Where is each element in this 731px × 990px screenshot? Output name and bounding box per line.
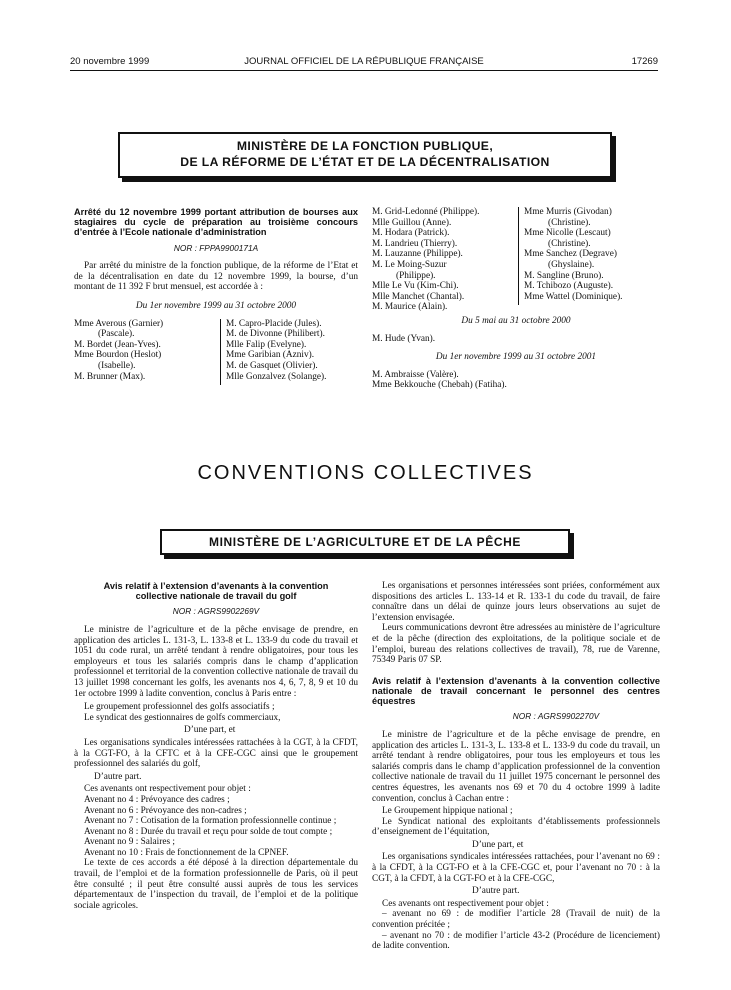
list-item: Mme Bekkouche (Chebah) (Fatiha).: [372, 380, 507, 391]
header-page-number: 17269: [631, 56, 658, 67]
list-item: Avenant no 7 : Cotisation de la formation professionnelle continue ;: [84, 816, 337, 827]
section-title: CONVENTIONS COLLECTIVES: [197, 462, 534, 484]
avis-golf-paragraph: D’une part, et: [184, 725, 236, 736]
avis-equestre-title: Avis relatif à l’extension d’avenants à la convention collective nationale de travail concernant le personnel des centres équestres: [372, 675, 660, 707]
list-item: (Christine).: [548, 217, 591, 228]
list-item: (Christine).: [548, 238, 591, 249]
avis-golf-paragraph: Leurs communications devront être adressées au ministère de l’agriculture et de la pêche (direction des exploitations, de la politique sociale et de l’emploi, bureau des relations collectives de travail), 78, rue de Varenne, 75349 Paris 07 SP.: [372, 623, 660, 666]
avis-equestre-paragraph: Le ministre de l’agriculture et de la pêche envisage de prendre, en application des articles L. 131-3, L. 133-8 et L. 133-9 du code du travail, un arrêté tendant à rendre obligatoires, pour tous les employeurs et tous les salariés compris dans le champ d’application professionnel de la convention collective nationale de travail du 11 juillet 1975 concernant le personnel des centres équestres, les avenants nos 69 et 70 du 4 octobre 1999 à ladite convention, conclus à Cachan entre :: [372, 729, 660, 804]
avis-equestre-paragraph: Le Groupement hippique national ;: [382, 806, 513, 817]
arrete-period-1: Du 1er novembre 1999 au 31 octobre 2000: [135, 300, 297, 311]
list-item: – avenant no 70 : de modifier l’article 43-2 (Procédure de licenciement) de ladite convention.: [372, 930, 660, 952]
list-item: M. Landrieu (Thierry).: [372, 238, 458, 249]
list-item: (Isabelle).: [98, 360, 136, 371]
ministry-title-line1: MINISTÈRE DE LA FONCTION PUBLIQUE,: [236, 139, 494, 153]
list-divider: [220, 319, 221, 385]
list-item: – avenant no 69 : de modifier l’article 28 (Travail de nuit) de la convention précitée ;: [372, 909, 660, 931]
list-divider: [518, 207, 519, 305]
list-item: M. Lauzanne (Philippe).: [372, 249, 463, 260]
avis-equestre-paragraph: D’une part, et: [472, 839, 524, 850]
names-list-right-a: [372, 207, 516, 313]
arrete-title: Arrêté du 12 novembre 1999 portant attribution de bourses aux stagiaires du cycle de préparation au troisième concours d’entrée à l’Ecole nationale d’administration: [74, 207, 358, 238]
list-item: M. Hude (Yvan).: [372, 333, 436, 344]
avis-equestre-paragraph: Le Syndicat national des exploitants d’établissements professionnels d’enseignement de l’équitation,: [372, 816, 660, 838]
list-item: Mme Sanchez (Degrave): [524, 249, 617, 260]
avis-equestre-paragraph: Les organisations syndicales intéressées rattachées, pour l’avenant no 69 : à la CFDT, à la CGT-FO et à la CFE-CGC et, pour l’avenant no 70 : à la CGT, à la CFDT, à la CGT-FO et à la CFE-CGC,: [372, 852, 660, 884]
list-item: (Ghyslaine).: [548, 259, 595, 270]
avis-golf-paragraph: D’autre part.: [94, 771, 142, 782]
avis-continued-column: [372, 581, 660, 952]
avis-equestre-paragraph: D’autre part.: [472, 886, 520, 897]
running-header: [70, 56, 658, 70]
list-item: (Pascale).: [98, 329, 135, 340]
list-item: Mme Wattel (Dominique).: [524, 291, 623, 302]
avis-golf-paragraph: Ces avenants ont respectivement pour objet :: [84, 784, 251, 795]
names-list-left: [74, 319, 216, 383]
arrete-nor: NOR : FPPA9900171A: [173, 242, 259, 253]
list-item: Avenant no 10 : Frais de fonctionnement de la CPNEF.: [84, 847, 289, 858]
list-item: M. Hodara (Patrick).: [372, 228, 450, 239]
list-item: M. Le Moing-Suzur: [372, 259, 447, 270]
avis-equestre-nor: NOR : AGRS9902270V: [512, 711, 600, 722]
header-journal-title: JOURNAL OFFICIEL DE LA RÉPUBLIQUE FRANÇAISE: [244, 56, 484, 67]
ministry-title-line2: DE LA RÉFORME DE L’ÉTAT ET DE LA DÉCENTRALISATION: [180, 155, 550, 169]
list-item: M. de Divonne (Philibert).: [226, 329, 325, 340]
arrete-body: Par arrêté du ministre de la fonction publique, de la réforme de l’Etat et de la décentralisation en date du 12 novembre 1999, la bourse, d’un montant de 11 392 F brut mensuel, est accordée à :: [74, 261, 358, 293]
avis-golf-paragraph: Le groupement professionnel des golfs associatifs ;: [84, 702, 275, 713]
avis-golf-title: Avis relatif à l’extension d’avenants à la convention collective nationale de travail du golf: [103, 581, 329, 602]
list-item: Avenant no 4 : Prévoyance des cadres ;: [84, 794, 230, 805]
list-item: Mlle Manchet (Chantal).: [372, 291, 465, 302]
avis-equestre-paragraph: Ces avenants ont respectivement pour objet :: [382, 898, 549, 909]
arrete-period-2: Du 5 mai au 31 octobre 2000: [461, 316, 571, 326]
avis-golf-nor: NOR : AGRS9902269V: [172, 606, 260, 617]
list-item: M. Grid-Ledonné (Philippe).: [372, 207, 480, 217]
avis-golf-paragraph: Les organisations syndicales intéressées rattachées à la CGT, à la CFDT, à la CGT-FO, à la CFTC et à la CFE-CGC ainsi que le groupement professionnel des salariés du golf,: [74, 737, 358, 770]
list-item: Mlle Gonzalvez (Solange).: [226, 371, 327, 382]
list-item: (Philippe).: [396, 270, 436, 281]
arrete-names-block-1: [74, 319, 358, 389]
list-item: Mme Averous (Garnier): [74, 318, 164, 329]
list-item: Mlle Le Vu (Kim-Chi).: [372, 281, 459, 292]
avis-golf-paragraph: Le ministre de l’agriculture et de la pêche envisage de prendre, en application des articles L. 131-3, L. 133-8 et L. 133-9 du code du travail et 1051 du code rural, un arrêté tendant à rendre obligatoires, pour tous les employeurs et tous les salariés compris dans le champ d’application professionnel et territorial de la convention collective nationale de travail du 13 juillet 1998 concernant les golfs, les avenants nos 4, 6, 7, 8, 9 et 10 du 1er octobre 1999 à ladite convention, conclus à Paris entre :: [74, 625, 358, 699]
avis-golf-paragraph: Le texte de ces accords a été déposé à la direction départementale du travail, de l’emploi et de la formation professionnelle de Paris, où il peut être consulté ; il peut être consulté aussi auprès de tous les services départementaux de l’inspection du travail, de l’emploi et de la politique sociale agricoles.: [74, 858, 358, 911]
names-list-right-b: [524, 207, 660, 302]
list-item: M. Capro-Placide (Jules).: [226, 318, 322, 329]
header-rule: [70, 70, 658, 71]
ministry-box-fonction-publique: [118, 132, 612, 178]
list-item: M. Ambraisse (Valère).: [372, 369, 459, 380]
list-item: Mme Bourdon (Heslot): [74, 350, 162, 361]
arrete-column-continued: [372, 207, 660, 391]
avis-golf-paragraph: Le syndicat des gestionnaires de golfs commerciaux,: [84, 712, 281, 723]
list-item: Avenant no 6 : Prévoyance des non-cadres ;: [84, 805, 247, 816]
header-date: 20 novembre 1999: [70, 56, 150, 67]
list-item: Mlle Falip (Evelyne).: [226, 339, 307, 350]
list-item: Avenant no 9 : Salaires ;: [84, 837, 175, 848]
avis-golf-column: [74, 581, 358, 911]
arrete-names-block-2: [372, 207, 660, 313]
names-list-middle: [226, 319, 358, 383]
arrete-period-3: Du 1er novembre 1999 au 31 octobre 2001: [435, 352, 597, 363]
list-item: M. Bordet (Jean-Yves).: [74, 339, 161, 350]
list-item: M. Tchibozo (Auguste).: [524, 281, 614, 292]
list-item: Mme Murris (Givodan): [524, 207, 612, 217]
list-item: Mme Garibian (Azniv).: [226, 350, 315, 361]
list-item: Mlle Guillou (Anne).: [372, 217, 452, 228]
list-item: M. de Gasquet (Olivier).: [226, 360, 318, 371]
list-item: M. Sangline (Bruno).: [524, 270, 604, 281]
ministry-box-agriculture: MINISTÈRE DE L’AGRICULTURE ET DE LA PÊCHE: [160, 529, 570, 555]
avis-golf-paragraph: Les organisations et personnes intéressées sont priées, conformément aux dispositions des articles L. 133-14 et R. 133-1 du code du travail, de faire connaître dans un délai de quinze jours leurs observations au sujet de l’extension envisagée.: [372, 581, 660, 623]
list-item: M. Brunner (Max).: [74, 371, 146, 382]
arrete-column: [74, 207, 358, 389]
list-item: Avenant no 8 : Durée du travail et reçu pour solde de tout compte ;: [84, 826, 333, 837]
list-item: Mme Nicolle (Lescaut): [524, 228, 611, 239]
list-item: M. Maurice (Alain).: [372, 302, 448, 313]
